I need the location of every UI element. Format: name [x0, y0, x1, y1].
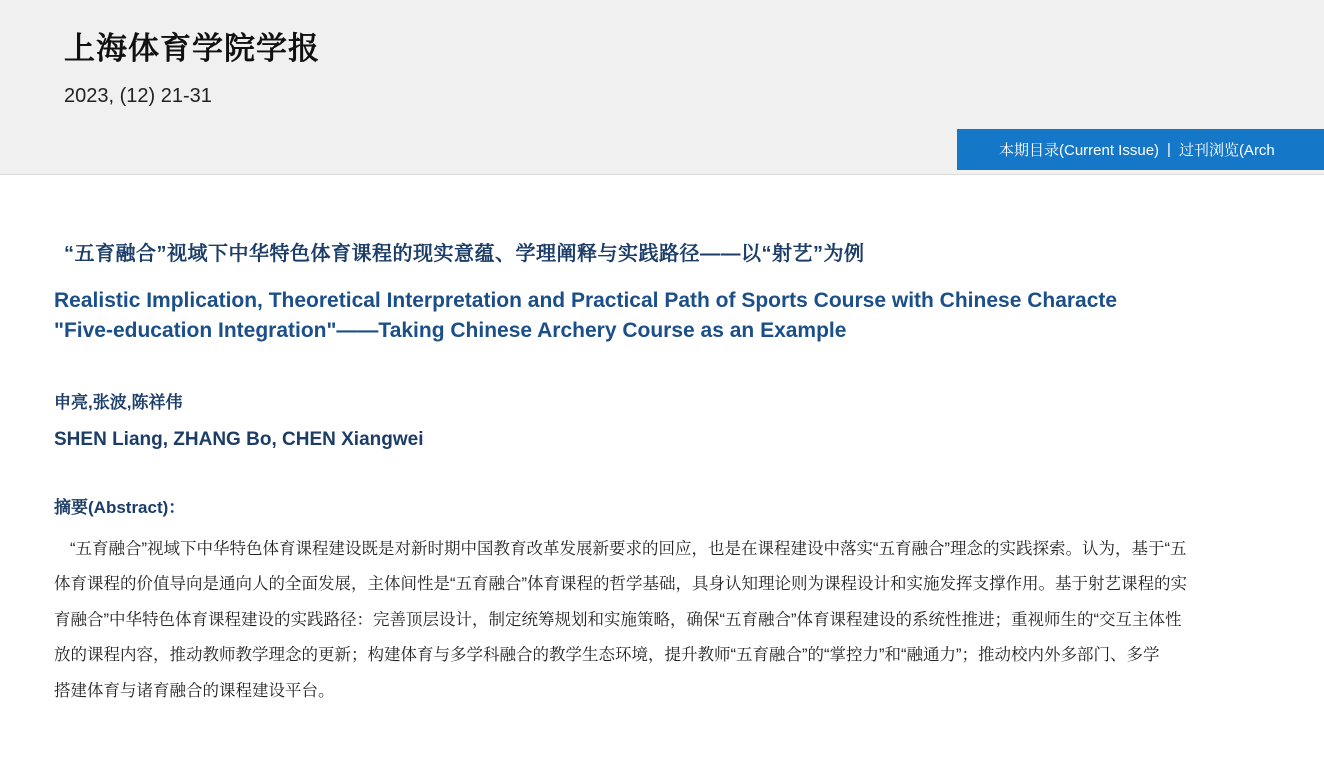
authors-cn: 申亮,张波,陈祥伟 [54, 392, 183, 412]
abstract-line: 放的课程内容，推动教师教学理念的更新；构建体育与多学科融合的教学生态环境，提升教师“五育融合”的“掌控力”和“融通力”；推动校内外多部门、多学 [54, 646, 1160, 665]
page-header [0, 0, 1324, 175]
article-title-en-line1: Realistic Implication, Theoretical Interpretation and Practical Path of Sports Course with Chinese Characte [54, 289, 1118, 312]
abstract-text [54, 532, 1324, 709]
abstract-line: 体育课程的价值导向是通向人的全面发展，主体间性是“五育融合”体育课程的哲学基础，具身认知理论则为课程设计和实施发挥支撑作用。基于射艺课程的实 [54, 575, 1187, 594]
article-title-en-line2: "Five-education Integration"——Taking Chinese Archery Course as an Example [54, 318, 847, 342]
abstract-line: “五育融合”视域下中华特色体育课程建设既是对新时期中国教育改革发展新要求的回应，也是在课程建设中落实“五育融合”理念的实践探索。认为，基于“五 [70, 539, 1187, 558]
article-content [0, 237, 1324, 709]
article-title-en [54, 286, 1324, 346]
authors-en: SHEN Liang, ZHANG Bo, CHEN Xiangwei [54, 428, 424, 450]
nav-item-current-issue[interactable]: 本期目录(Current Issue) [999, 142, 1160, 159]
header-inner [0, 0, 1324, 108]
abstract-line: 育融合”中华特色体育课程建设的实践路径：完善顶层设计，制定统筹规划和实施策略，确保“五育融合”体育课程建设的系统性推进；重视师生的“交互主体性 [54, 610, 1182, 629]
issue-info: 2023, (12) 21-31 [64, 85, 212, 108]
journal-nav-bar [957, 129, 1324, 170]
article-title-cn: “五育融合”视域下中华特色体育课程的现实意蕴、学理阐释与实践路径——以“射艺”为例 [64, 243, 865, 265]
abstract-label: 摘要(Abstract)： [54, 497, 186, 517]
nav-separator: | [1167, 141, 1171, 158]
abstract-line: 搭建体育与诸育融合的课程建设平台。 [54, 681, 335, 700]
nav-item-archive[interactable]: 过刊浏览(Arch [1178, 142, 1275, 159]
journal-title: 上海体育学院学报 [64, 31, 320, 66]
